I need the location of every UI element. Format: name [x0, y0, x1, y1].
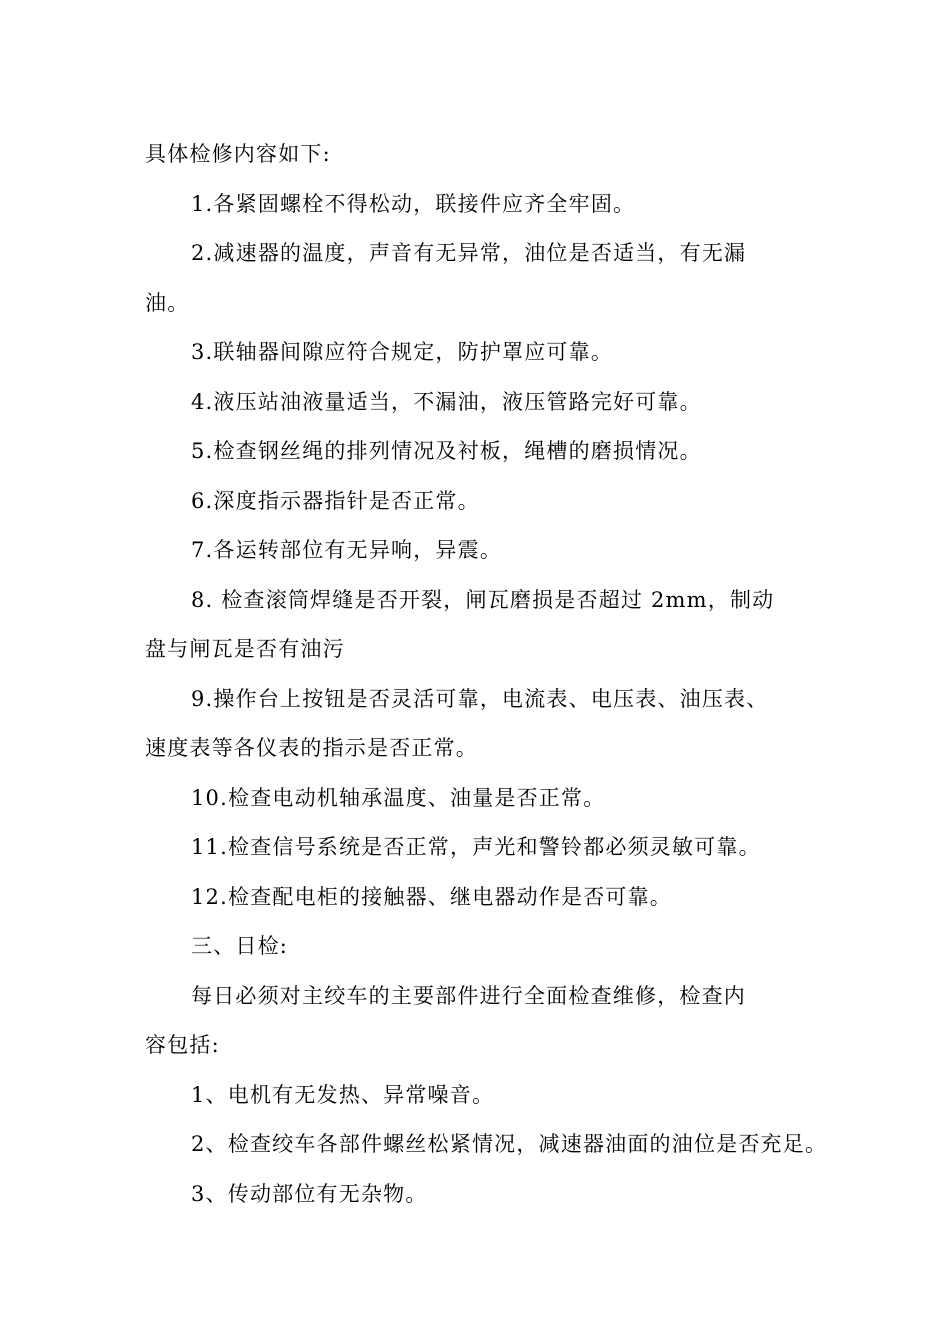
item-5: 5.检查钢丝绳的排列情况及衬板，绳槽的磨损情况。	[191, 439, 702, 463]
document-body	[145, 130, 828, 1219]
item-1: 1.各紧固螺栓不得松动，联接件应齐全牢固。	[191, 191, 636, 216]
item-3: 3.联轴器间隙应符合规定，防护罩应可靠。	[191, 340, 614, 364]
item-8-continuation: 盘与闸瓦是否有油污	[145, 637, 345, 661]
item-9-continuation: 速度表等各仪表的指示是否正常。	[145, 736, 478, 760]
item-9: 9.操作台上按钮是否灵活可靠，电流表、电压表、油压表、	[191, 686, 769, 711]
item-6: 6.深度指示器指针是否正常。	[191, 488, 480, 513]
section-heading-daily-check: 三、日检:	[191, 934, 289, 958]
item-12: 12.检查配电柜的接触器、继电器动作是否可靠。	[191, 884, 672, 909]
item-7: 7.各运转部位有无异响，异震。	[191, 538, 503, 562]
intro-line: 具体检修内容如下:	[145, 142, 331, 166]
daily-check-paragraph: 每日必须对主绞车的主要部件进行全面检查维修，检查内	[191, 983, 746, 1008]
item-2-continuation: 油。	[145, 290, 190, 315]
item-2: 2.减速器的温度，声音有无异常，油位是否适当，有无漏	[191, 241, 747, 265]
daily-check-paragraph-continuation: 容包括:	[145, 1033, 220, 1057]
item-11: 11.检查信号系统是否正常，声光和警铃都必须灵敏可靠。	[191, 835, 761, 859]
daily-item-3: 3、传动部位有无杂物。	[191, 1181, 428, 1206]
item-8: 8. 检查滚筒焊缝是否开裂，闸瓦磨损是否超过 2mm，制动	[191, 587, 775, 612]
item-4: 4.液压站油液量适当，不漏油，液压管路完好可靠。	[191, 389, 702, 414]
item-10: 10.检查电动机轴承温度、油量是否正常。	[191, 785, 606, 810]
daily-item-1: 1、电机有无发热、异常噪音。	[191, 1082, 495, 1107]
daily-item-2: 2、检查绞车各部件螺丝松紧情况，减速器油面的油位是否充足。	[191, 1132, 828, 1156]
